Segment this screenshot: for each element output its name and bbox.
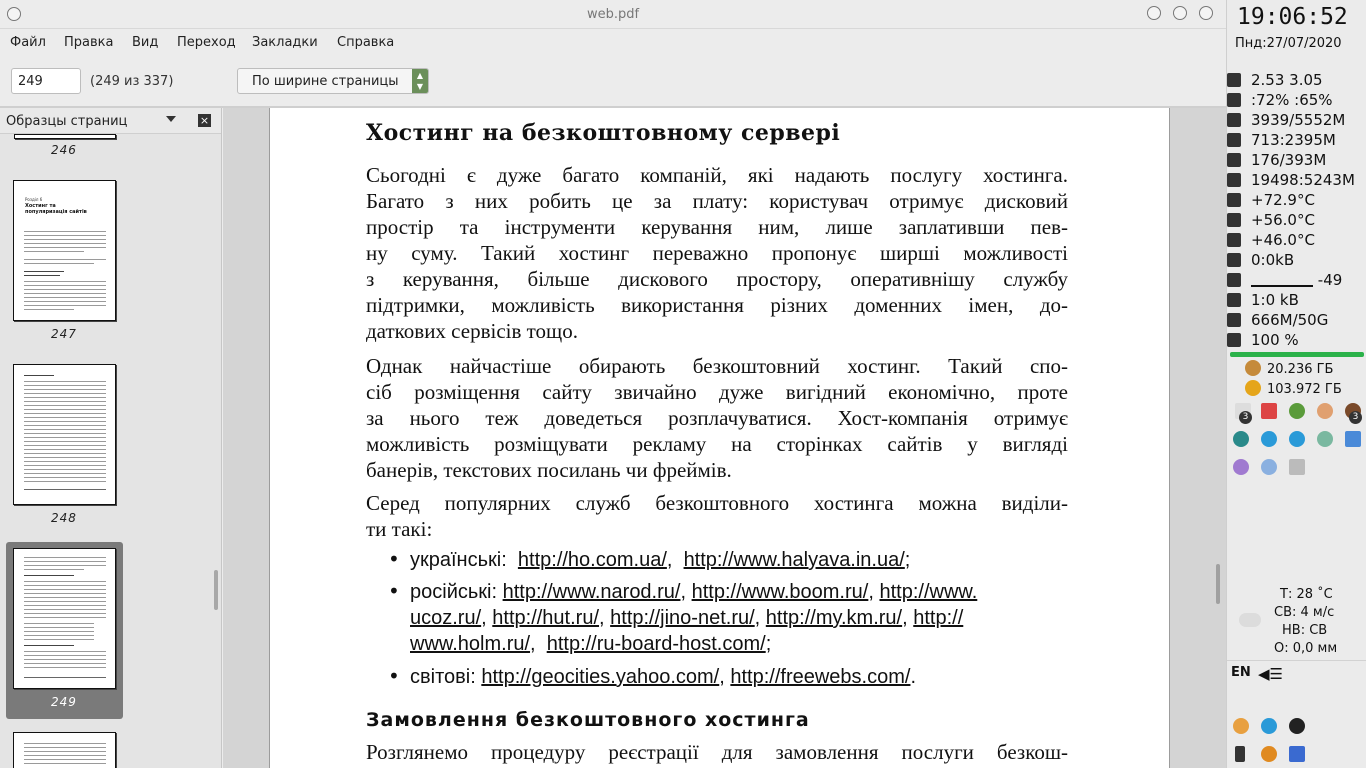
thumbnail-label: 248 <box>51 511 77 525</box>
storage-icon <box>1227 313 1241 327</box>
disk-temp: +46.0°C <box>1227 231 1315 249</box>
whatsapp-icon[interactable] <box>1317 431 1333 447</box>
link[interactable]: www.holm.ru/ <box>410 633 531 655</box>
clock: 19:06:52 <box>1237 4 1348 30</box>
toolbar <box>0 56 1226 108</box>
menu-go[interactable]: Переход <box>177 35 236 50</box>
title-bar <box>0 0 1226 29</box>
link[interactable]: http:// <box>913 607 964 629</box>
sidebar-header <box>0 108 222 134</box>
paragraph-1: Сьогодні є дуже багато компаній, які надають послугу хостинга. Багато з них робить це за плату: користувач отримує дисковий простір та інструменти керування ним, лише заплативши пев- ну суму. Такий хостинг переважно пропонує ширші можливості з керування, більше дискового простору, оперативнішу службу підтримки, можливість використання різних доменних імен, до- даткових сервісів тощо. <box>366 163 1068 343</box>
load-average: 2.53 3.05 <box>1227 71 1323 89</box>
app-icon[interactable] <box>1317 403 1333 419</box>
thumbnail-248[interactable] <box>13 364 116 505</box>
maximize-button[interactable] <box>1173 6 1187 20</box>
memory-icon <box>1227 113 1241 127</box>
app-icon[interactable] <box>1261 746 1277 762</box>
disk-free-1: 20.236 ГБ <box>1245 360 1333 377</box>
paragraph-2: Однак найчастіше обирають безкоштовний хостинг. Такий спо- сіб розміщення сайту звичайно дуже вигідний економічно, проте за нього теж доведеться розплачуватися. Хост-компанія отримує можливість розміщувати рекламу на сторінках сайтів у вигляді банерів, текстових посилань чи фреймів. <box>366 354 1068 482</box>
thumbnails-sidebar <box>0 108 222 768</box>
system-monitor-panel <box>1226 0 1366 768</box>
link[interactable]: http://my.km.ru/ <box>765 607 903 629</box>
app-icon[interactable] <box>1345 431 1361 447</box>
gpu-icon <box>1227 213 1241 227</box>
thumbnail-label: 247 <box>51 327 77 341</box>
document-view[interactable] <box>223 108 1226 768</box>
cpu-usage: :72% :65% <box>1227 91 1333 109</box>
cloud-icon <box>1239 613 1261 627</box>
notification-badge: 3 <box>1239 411 1252 424</box>
telegram-icon[interactable] <box>1261 431 1277 447</box>
link[interactable]: http://hut.ru/ <box>492 607 600 629</box>
app-icon[interactable] <box>1233 431 1249 447</box>
signal-graph <box>1251 275 1313 287</box>
battery-level-bar <box>1230 352 1364 357</box>
minimize-button[interactable] <box>1147 6 1161 20</box>
swap: 713:2395M <box>1227 131 1336 149</box>
dropdown-arrow-icon[interactable] <box>166 116 176 122</box>
zoom-mode-select[interactable] <box>237 68 429 94</box>
document-icon <box>1227 153 1241 167</box>
battery: 100 % <box>1227 331 1299 349</box>
link[interactable]: http://jino-net.ru/ <box>610 607 755 629</box>
disk-usage: 666M/50G <box>1227 311 1328 329</box>
section-heading: Хостинг на безкоштовному сервері <box>366 120 841 146</box>
pdf-page <box>269 108 1170 768</box>
spin-arrows-icon[interactable]: ▲ ▼ <box>412 69 428 93</box>
date: Пнд:27/07/2020 <box>1235 36 1342 51</box>
bullet-icon: • <box>388 664 400 688</box>
viber-icon[interactable] <box>1233 459 1249 475</box>
net-speed: 1:0 kB <box>1227 291 1299 309</box>
list-item: російські: http://www.narod.ru/, http://www.boom.ru/, http://www. ucoz.ru/, http://hut.ru/, http://jino-net.ru/, http://my.km.ru/, http:// www.holm.ru/, http://ru-board-host.com/; <box>410 581 978 655</box>
app-icon[interactable] <box>1261 459 1277 475</box>
swap-icon <box>1227 133 1241 147</box>
close-sidebar-icon[interactable]: × <box>199 114 210 127</box>
wifi-signal: -49 <box>1227 271 1342 289</box>
thumbnail-246[interactable] <box>14 134 116 139</box>
snail-icon <box>1245 360 1261 376</box>
menu-file[interactable]: Файл <box>10 35 46 50</box>
menu-edit[interactable]: Правка <box>64 35 114 50</box>
harddrive-icon <box>1227 253 1241 267</box>
app-icon[interactable] <box>1261 403 1277 419</box>
bullet-icon: • <box>388 579 400 603</box>
processes: 176/393M <box>1227 151 1326 169</box>
telegram-icon[interactable] <box>1289 431 1305 447</box>
weather-direction: НВ: СВ <box>1282 623 1328 638</box>
thumbnail-249[interactable] <box>13 548 116 689</box>
thumbnail-250[interactable] <box>13 732 116 768</box>
network-total: 19498:5243M <box>1227 171 1355 189</box>
bullet-icon: • <box>388 547 400 571</box>
memory: 3939/5552M <box>1227 111 1345 129</box>
gpu-temp: +56.0°C <box>1227 211 1315 229</box>
battery-icon <box>1227 333 1241 347</box>
link[interactable]: ucoz.ru/ <box>410 607 482 629</box>
document-scrollbar[interactable] <box>1216 564 1220 604</box>
cpu-temp: +72.9°C <box>1227 191 1315 209</box>
signal-icon <box>1227 273 1241 287</box>
link[interactable]: http://geocities.yahoo.com/ <box>481 666 720 688</box>
link[interactable]: http://www.narod.ru/ <box>502 581 681 603</box>
sidebar-mode-label[interactable]: Образцы страниц <box>6 114 128 129</box>
transfer-icon <box>1227 173 1241 187</box>
thumbnail-label: 246 <box>51 143 77 157</box>
thumbnail-label: 249 <box>51 695 77 709</box>
menu-help[interactable]: Справка <box>337 35 395 50</box>
phone-icon[interactable] <box>1235 746 1245 762</box>
weather-temp: Т: 28 ˚С <box>1280 587 1333 602</box>
bluetooth-icon[interactable] <box>1289 746 1305 762</box>
page-count-label: (249 из 337) <box>90 74 174 89</box>
link[interactable]: http://freewebs.com/ <box>730 666 911 688</box>
thermometer-icon <box>1227 193 1241 207</box>
upload-icon <box>1227 293 1241 307</box>
bars-icon <box>1227 93 1241 107</box>
page-number-input[interactable] <box>11 68 81 94</box>
zoom-mode-label: По ширине страницы <box>252 74 399 89</box>
disk-io: 0:0kB <box>1227 251 1294 269</box>
telegram-icon[interactable] <box>1261 718 1277 734</box>
app-icon[interactable] <box>1289 459 1305 475</box>
weather-precip: О: 0,0 мм <box>1274 641 1338 656</box>
list-item: українські: http://ho.com.ua/, http://www.halyava.in.ua/; <box>410 549 911 571</box>
disk-icon <box>1227 233 1241 247</box>
disk-free-2: 103.972 ГБ <box>1245 380 1342 397</box>
list-item: світові: http://geocities.yahoo.com/, http://freewebs.com/. <box>410 666 917 688</box>
thumbnail-heading: Хостинг та популяризація сайтів <box>25 203 87 215</box>
sidebar-scrollbar[interactable] <box>214 570 218 610</box>
app-icon[interactable] <box>1233 718 1249 734</box>
paragraph-4: Розглянемо процедуру реєстрації для замовлення послуги безкош- <box>366 740 1068 764</box>
keyboard-layout[interactable]: EN <box>1231 665 1251 680</box>
app-icon[interactable] <box>1289 403 1305 419</box>
cpu-icon <box>1227 73 1241 87</box>
weather-wind: СВ: 4 м/с <box>1274 605 1335 620</box>
subsection-heading: Замовлення безкоштовного хостинга <box>366 709 810 731</box>
link[interactable]: http://www.halyava.in.ua/ <box>683 549 905 571</box>
close-button[interactable] <box>1199 6 1213 20</box>
link[interactable]: http://ru-board-host.com/ <box>546 633 766 655</box>
app-icon[interactable] <box>1289 718 1305 734</box>
link[interactable]: http://www. <box>879 581 978 603</box>
menu-bookmarks[interactable]: Закладки <box>252 35 318 50</box>
menu-bar <box>0 29 1226 56</box>
link[interactable]: http://www.boom.ru/ <box>691 581 869 603</box>
paragraph-3: Серед популярних служб безкоштовного хостинга можна виділи- ти такі: <box>366 491 1068 541</box>
thumbnail-247[interactable] <box>13 180 116 321</box>
window-title: web.pdf <box>586 7 640 22</box>
notification-badge: 3 <box>1349 411 1362 424</box>
link[interactable]: http://ho.com.ua/ <box>517 549 667 571</box>
menu-view[interactable]: Вид <box>132 35 159 50</box>
sun-icon <box>1245 380 1261 396</box>
divider <box>1227 660 1366 661</box>
thumbnail-chapter: Розділ 6 <box>25 197 43 202</box>
speaker-icon[interactable]: ◀☰ <box>1258 665 1283 683</box>
